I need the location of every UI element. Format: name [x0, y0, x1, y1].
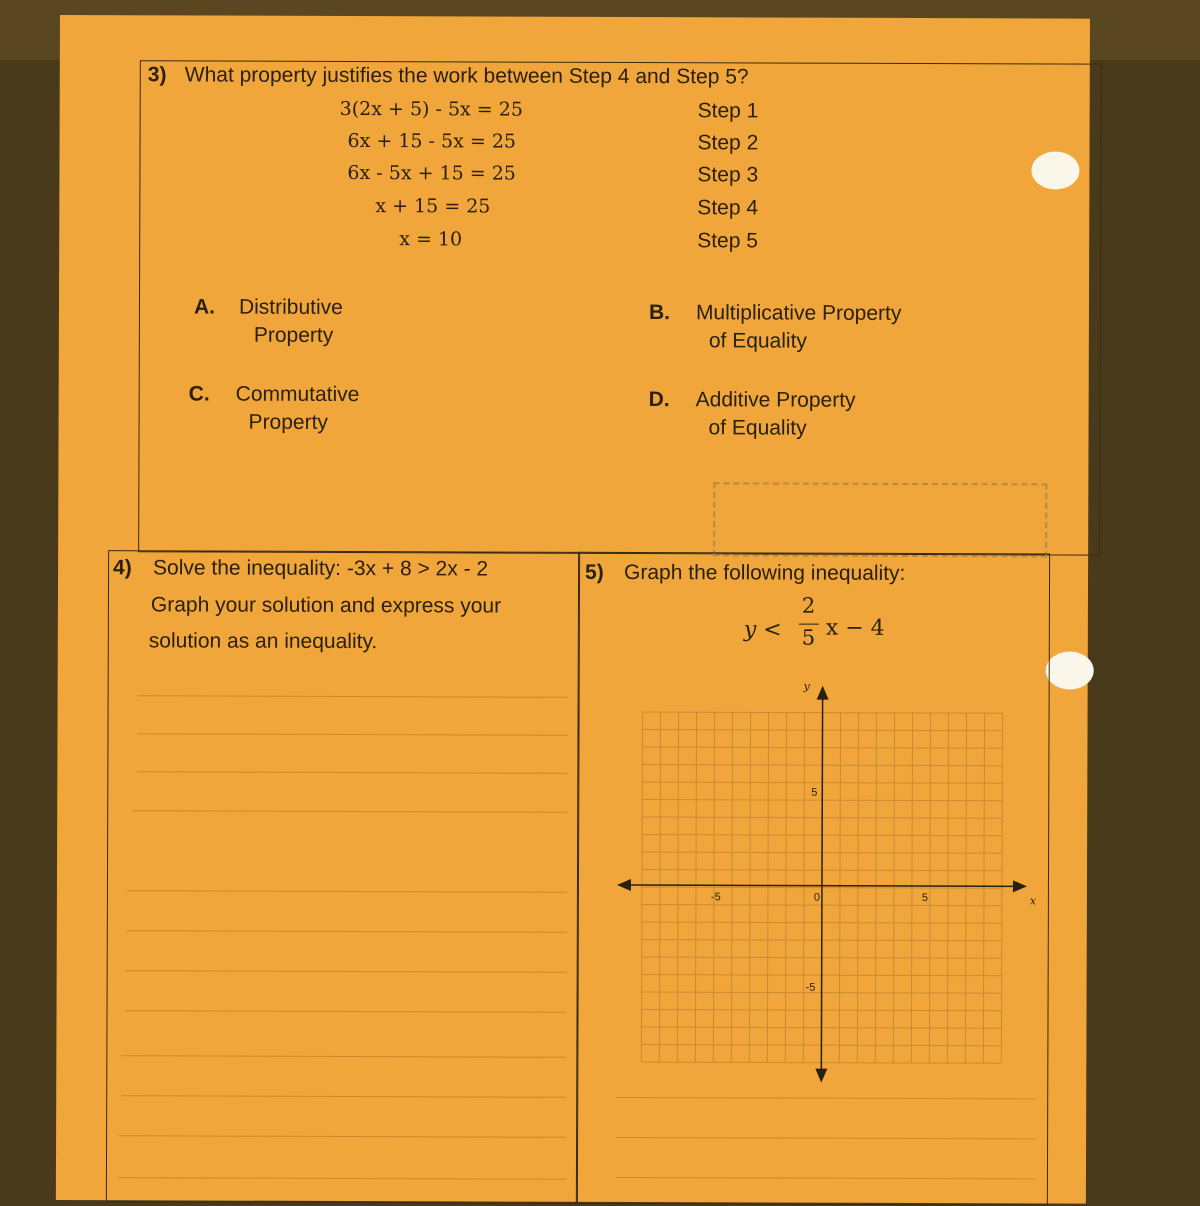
choice-a-line1[interactable]: Distributive	[238, 295, 343, 319]
question-4-line3: solution as an inequality.	[148, 629, 378, 654]
question-3-number: 3)	[147, 63, 167, 87]
step-2-label: Step 2	[697, 131, 759, 155]
step-5-label: Step 5	[697, 229, 758, 253]
step-4-equation: x + 15 = 25	[375, 195, 491, 218]
tick-label-y-5: 5	[811, 786, 818, 799]
question-5-number: 5)	[585, 560, 604, 584]
punch-hole-middle	[1046, 651, 1094, 689]
step-3-label: Step 3	[697, 163, 759, 187]
choice-a-line2[interactable]: Property	[253, 323, 334, 347]
choice-b-line2[interactable]: of Equality	[708, 329, 807, 353]
question-4-number: 4)	[113, 556, 132, 580]
choice-b-line1[interactable]: Multiplicative Property	[695, 301, 902, 325]
tick-label-x-5: 5	[921, 892, 929, 905]
step-1-label: Step 1	[697, 99, 759, 123]
question-3-prompt: What property justifies the work between Step 4 and Step 5?	[184, 63, 749, 89]
coordinate-plane[interactable]	[606, 667, 1037, 1088]
step-2-equation: 6x + 15 - 5x = 25	[347, 130, 517, 153]
inequality-lhs: y <	[743, 617, 782, 643]
question-4-line1: Solve the inequality: -3x + 8 > 2x - 2	[153, 556, 489, 581]
fraction-bar	[799, 624, 819, 625]
step-4-label: Step 4	[697, 196, 759, 220]
tick-label-y-neg5: -5	[805, 981, 816, 994]
step-1-equation: 3(2x + 5) - 5x = 25	[339, 97, 524, 121]
tick-label-x-neg5: -5	[710, 891, 721, 904]
choice-d-letter: D.	[648, 388, 670, 412]
step-3-equation: 6x - 5x + 15 = 25	[347, 162, 516, 185]
choice-d-line2[interactable]: of Equality	[708, 416, 807, 440]
choice-b-letter: B.	[648, 301, 671, 325]
choice-a-letter: A.	[193, 295, 216, 319]
inequality-denominator: 5	[801, 625, 816, 650]
choice-c-letter: C.	[188, 382, 210, 406]
y-axis-arrow-up	[817, 686, 829, 700]
y-axis-label: y	[803, 679, 810, 693]
worksheet-page	[56, 15, 1090, 1204]
tick-label-origin: 0	[813, 891, 821, 904]
choice-d-line1[interactable]: Additive Property	[695, 388, 856, 412]
choice-c-line2[interactable]: Property	[248, 410, 328, 434]
question-5-prompt: Graph the following inequality:	[624, 560, 906, 585]
step-5-equation: x = 10	[399, 228, 463, 251]
inequality-rhs: x − 4	[825, 615, 885, 641]
y-axis	[821, 696, 822, 1073]
x-axis-arrow-left	[617, 879, 631, 891]
y-axis-arrow-down	[815, 1069, 827, 1083]
x-axis-label: x	[1029, 894, 1037, 908]
x-axis-arrow-right	[1013, 880, 1027, 892]
inequality-numerator: 2	[801, 593, 816, 618]
answer-box[interactable]	[713, 482, 1047, 557]
question-4-line2: Graph your solution and express your	[150, 593, 502, 618]
choice-c-line1[interactable]: Commutative	[235, 382, 360, 407]
